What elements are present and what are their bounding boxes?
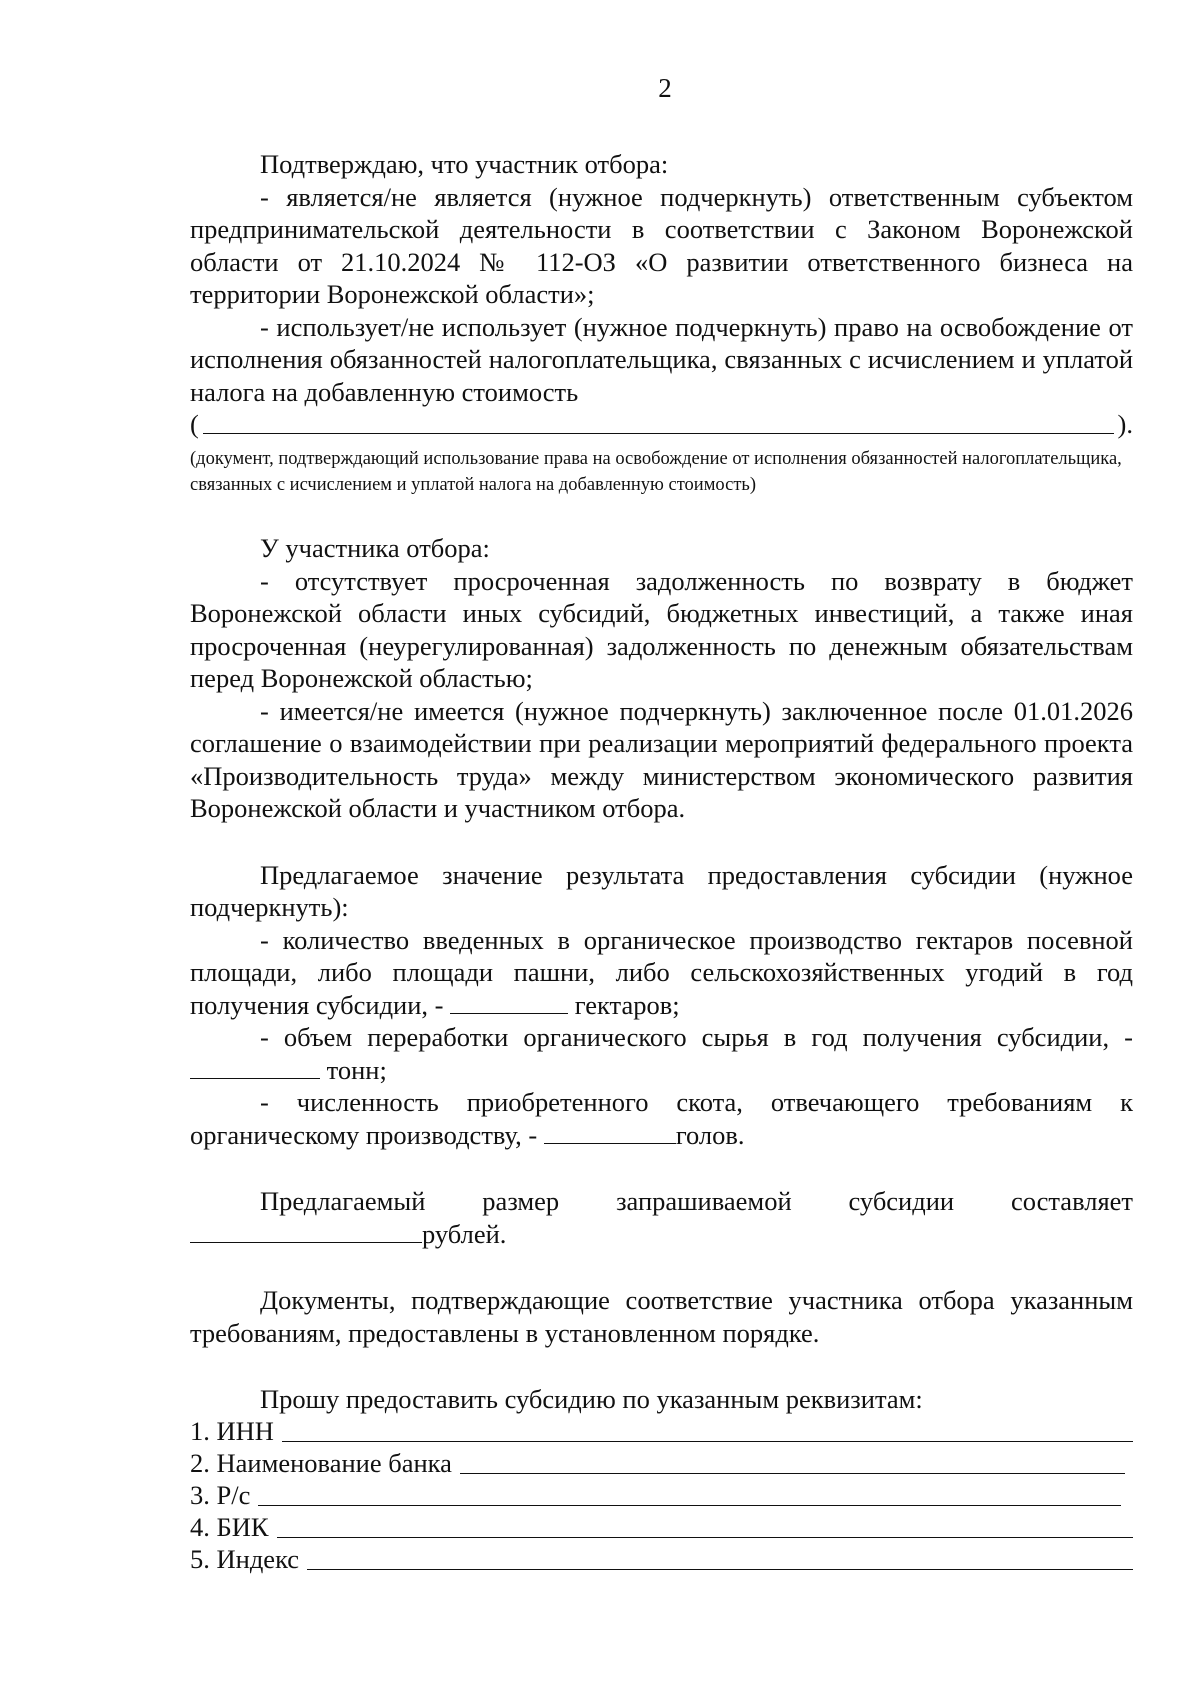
- requisite-account: [120, 1480, 1133, 1512]
- hectares-field[interactable]: [450, 991, 568, 1014]
- result-hectares-text: - количество введенных в органическое производство гектаров посевной площади, либо площади пашни, либо сельскохозяйственных угодий в год получения субсидии, -: [190, 924, 1133, 1020]
- confirm-intro: Подтверждаю, что участник отбора:: [260, 149, 669, 179]
- requisite-index: [120, 1544, 1133, 1576]
- vat-document-note: (документ, подтверждающий использование права на освобождение от исполнения обязанностей налогоплательщика, связанных с исчислением и уплатой налога на добавленную стоимость): [190, 449, 1122, 495]
- requisite-inn: [120, 1416, 1133, 1448]
- result-item-hectares: [190, 924, 1133, 1022]
- participant-item-no-debt: - отсутствует просроченная задолженность по возврату в бюджет Воронежской области иных субсидий, бюджетных инвестиций, а также иная просроченная (неурегулированная) задолженность по денежным обязательствам перед Воронежской областью;: [190, 565, 1133, 693]
- requisite-bik: [120, 1512, 1133, 1544]
- requisite-account-label: 3. Р/с: [190, 1480, 251, 1510]
- doc-open-paren: (: [190, 408, 199, 439]
- requisite-bank-label: 2. Наименование банка: [190, 1448, 452, 1478]
- vat-document-field[interactable]: [203, 433, 1114, 434]
- bank-name-field[interactable]: [460, 1473, 1125, 1474]
- result-intro: Предлагаемое значение результата предоставления субсидии (нужное подчеркнуть):: [190, 859, 1133, 922]
- subsidy-amount-line: Предлагаемый размер запрашиваемой субсидии составляет: [260, 1186, 1133, 1216]
- requisite-index-label: 5. Индекс: [190, 1544, 300, 1574]
- result-item-tonnes: [190, 1021, 1133, 1054]
- subsidy-amount-unit: рублей.: [422, 1218, 507, 1249]
- inn-field[interactable]: [282, 1441, 1133, 1442]
- subsidy-amount-cont: [190, 1218, 1133, 1251]
- vat-document-line: [190, 408, 1133, 440]
- requisites-intro: Прошу предоставить субсидию по указанным реквизитам:: [260, 1384, 923, 1414]
- result-hectares-unit: гектаров;: [568, 989, 680, 1020]
- participant-intro: У участника отбора:: [260, 533, 490, 563]
- tonnes-field[interactable]: [190, 1056, 320, 1079]
- result-livestock-text: - численность приобретенного скота, отвечающего требованиям к органическому производству, -: [190, 1087, 1133, 1150]
- page-number: 2: [658, 73, 672, 103]
- bik-field[interactable]: [277, 1537, 1133, 1538]
- requisites-list: [120, 1416, 1133, 1576]
- result-item-tonnes-cont: [190, 1054, 1133, 1087]
- account-field[interactable]: [258, 1505, 1121, 1506]
- doc-close-paren: ).: [1117, 408, 1133, 439]
- result-item-livestock: [190, 1086, 1133, 1151]
- participant-item-agreement: - имеется/не имеется (нужное подчеркнуть) заключенное после 01.01.2026 соглашение о взаимодействии при реализации мероприятий федерального проекта «Производительность труда» между министерством экономического развития Воронежской области и участником отбора.: [190, 695, 1133, 823]
- result-livestock-unit: голов.: [675, 1119, 745, 1150]
- documents-confirmation: Документы, подтверждающие соответствие участника отбора указанным требованиям, предоставлены в установленном порядке.: [190, 1285, 1133, 1348]
- confirm-item-responsible-business: - является/не является (нужное подчеркнуть) ответственным субъектом предпринимательской деятельности в соответствии с Законом Воронежской области от 21.10.2024 № 112-ОЗ «О развитии ответственного бизнеса на территории Воронежской области»;: [190, 181, 1133, 309]
- result-tonnes-text: - объем переработки органического сырья в год получения субсидии, -: [260, 1022, 1133, 1052]
- requisite-bik-label: 4. БИК: [190, 1512, 269, 1542]
- result-tonnes-unit: тонн;: [320, 1054, 387, 1085]
- livestock-field[interactable]: [544, 1121, 676, 1144]
- document-body: [190, 148, 1133, 1576]
- requisite-inn-label: 1. ИНН: [190, 1416, 274, 1446]
- requisite-bank: [120, 1448, 1133, 1480]
- confirm-item-vat-exemption: - использует/не использует (нужное подчеркнуть) право на освобождение от исполнения обязанностей налогоплательщика, связанных с исчислением и уплатой налога на добавленную стоимость: [190, 311, 1133, 407]
- index-field[interactable]: [307, 1569, 1133, 1570]
- subsidy-amount-field[interactable]: [190, 1220, 422, 1243]
